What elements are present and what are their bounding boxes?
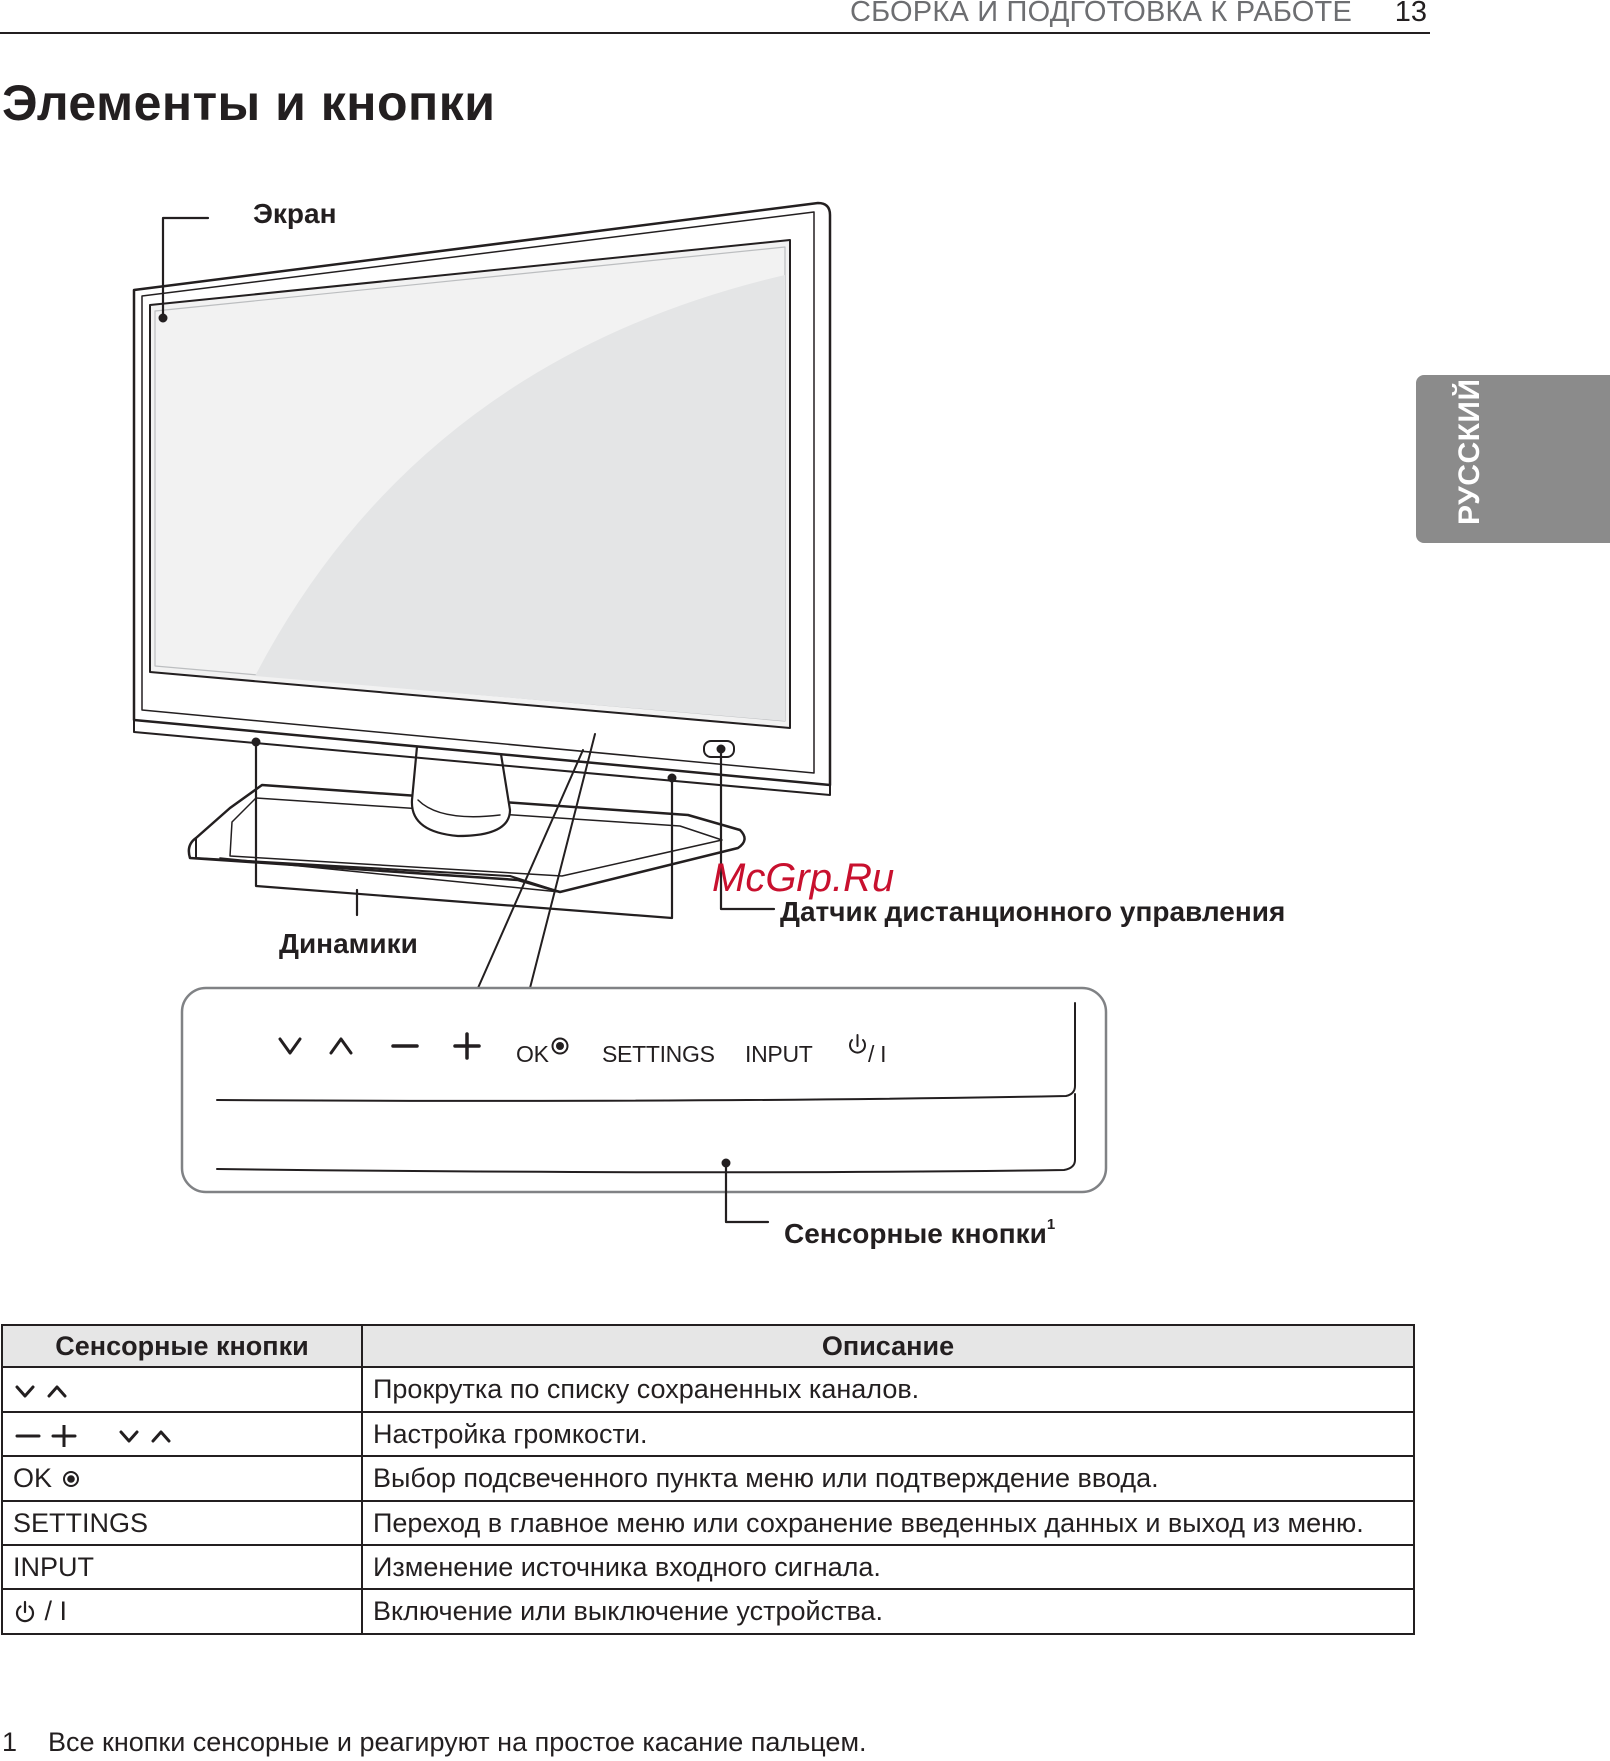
table-cell-key [2, 1367, 362, 1411]
plus-icon [53, 1425, 75, 1447]
strip-label-ok: OK [516, 1041, 549, 1067]
chevron-up-icon [153, 1432, 169, 1441]
table-row [2, 1501, 1414, 1545]
header-section-title: СБОРКА И ПОДГОТОВКА К РАБОТЕ [850, 0, 1352, 28]
language-tab[interactable] [1416, 375, 1610, 543]
monitor-illustration [0, 180, 1330, 1260]
page-header [0, 0, 1430, 34]
table-cell-key [2, 1412, 362, 1456]
label-screen: Экран [253, 198, 337, 229]
table-row [2, 1456, 1414, 1500]
ok-dot-icon [60, 1468, 82, 1490]
language-tab-label: РУССКИЙ [1453, 378, 1486, 525]
table-cell-description: Настройка громкости. [362, 1412, 1414, 1456]
table-cell-description: Выбор подсвеченного пункта меню или подтверждение ввода. [362, 1456, 1414, 1500]
label-touch-buttons [784, 1216, 1055, 1250]
footnote-number: 1 [2, 1727, 18, 1757]
volume-icons [13, 1425, 183, 1447]
table-row [2, 1367, 1414, 1411]
strip-label-input: INPUT [745, 1041, 813, 1067]
page-title: Элементы и кнопки [2, 75, 496, 131]
power-icon [13, 1600, 37, 1624]
strip-label-power: / I [868, 1041, 887, 1067]
table-header-buttons: Сенсорные кнопки [2, 1325, 362, 1367]
table-cell-key [2, 1456, 362, 1500]
touch-buttons-dot [723, 1160, 730, 1167]
chevron-down-up-icons [13, 1380, 75, 1402]
watermark: McGrp.Ru [712, 856, 895, 900]
key-label-ok: OK [13, 1463, 53, 1494]
label-touch-buttons-ref: 1 [1046, 1216, 1056, 1233]
table-cell-description: Включение или выключение устройства. [362, 1589, 1414, 1633]
speaker-right-dot [669, 775, 676, 782]
label-remote-sensor: Датчик дистанционного управления [780, 896, 1286, 927]
remote-sensor-dot [718, 746, 725, 753]
footnote [2, 1727, 867, 1758]
table-cell-description: Переход в главное меню или сохранение введенных данных и выход из меню. [362, 1501, 1414, 1545]
screen-leader-dot [160, 315, 167, 322]
table-cell-description: Прокрутка по списку сохраненных каналов. [362, 1367, 1414, 1411]
chevron-down-icon [17, 1387, 33, 1396]
table-row [2, 1412, 1414, 1456]
table-cell-description: Изменение источника входного сигнала. [362, 1545, 1414, 1589]
strip-label-settings: SETTINGS [602, 1041, 715, 1067]
chevron-down-icon [121, 1432, 137, 1441]
table-row [2, 1589, 1414, 1633]
table-header-row [2, 1325, 1414, 1367]
label-speakers: Динамики [279, 928, 418, 959]
footnote-text: Все кнопки сенсорные и реагируют на простое касание пальцем. [48, 1727, 867, 1757]
chevron-up-icon [49, 1387, 65, 1396]
table-cell-key: SETTINGS [2, 1501, 362, 1545]
table-row [2, 1545, 1414, 1589]
page-number: 13 [1394, 0, 1427, 28]
table-cell-key [2, 1589, 362, 1633]
touch-strip-detail [182, 988, 1106, 1192]
table-cell-key: INPUT [2, 1545, 362, 1589]
key-label-power: / I [44, 1596, 68, 1627]
table-header-description: Описание [362, 1325, 1414, 1367]
screen-panel [150, 240, 790, 728]
speaker-left-dot [253, 739, 260, 746]
touch-buttons-table [1, 1324, 1415, 1635]
label-touch-buttons-text: Сенсорные кнопки [784, 1218, 1047, 1249]
